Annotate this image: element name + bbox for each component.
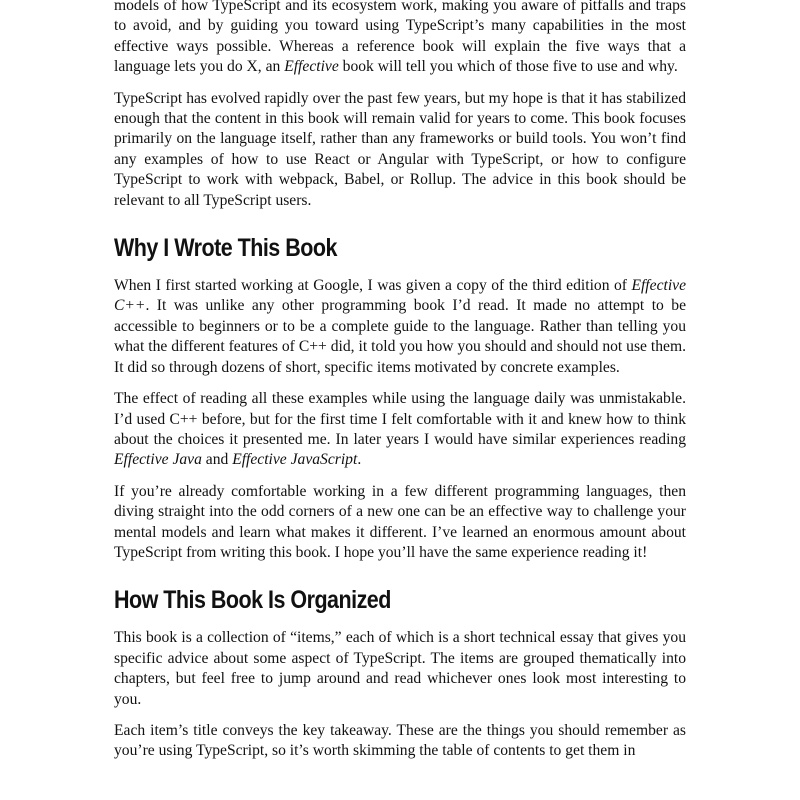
italic-text-segment: Effective Java — [114, 451, 202, 469]
text-segment: This book is a collection of “items,” each of which is a short technical essay that gives you specific advice about some aspect of TypeScript. The items are grouped thematically into chapters, but feel free to jump around and read whichever ones look most interesting to you. — [114, 629, 686, 708]
paragraph-item-title — [114, 721, 686, 762]
book-page — [114, 0, 686, 773]
text-segment: . — [357, 451, 362, 469]
text-segment: When I first started working at Google, I was given a copy of the third edition of — [114, 277, 632, 295]
paragraph-effect-of-reading — [114, 389, 686, 471]
paragraph-effective-intro — [114, 0, 686, 78]
text-segment: Each item’s title conveys the key takeaway. These are the things you should remember as you’re using TypeScript, so it’s worth skimming the table of contents to get them in — [114, 721, 686, 760]
text-segment: . It was unlike any other programming book I’d read. It made no attempt to be accessible to beginners or to be a complete guide to the language. Rather than telling you what the different features of C++ did, it told you how you should and should not use them. It did so through dozens of short, specific items motivated by concrete examples. — [114, 297, 686, 376]
italic-text-segment: Effective — [284, 58, 339, 76]
paragraph-google-effective-cpp — [114, 276, 686, 378]
text-segment: The effect of reading all these examples while using the language daily was unmistakable. I’d used C++ before, but for the first time I felt comfortable with it and knew how to think about the choices it presented me. In later years I would have similar experiences reading — [114, 390, 686, 448]
paragraph-already-comfortable — [114, 482, 686, 564]
text-segment: models of how TypeScript and its ecosystem work, making you aware of pitfalls and traps to avoid, and by guiding you toward using TypeScript’s many capabilities in the most effective ways possible. Whereas a reference book will explain the five ways that a language lets you do X, an — [114, 0, 686, 76]
paragraph-typescript-evolved — [114, 89, 686, 211]
text-segment: TypeScript has evolved rapidly over the past few years, but my hope is that it has stabilized enough that the content in this book will remain valid for years to come. This book focuses primarily on the language itself, rather than any frameworks or build tools. You won’t find any examples of how to use React or Angular with TypeScript, or how to configure TypeScript to work with webpack, Babel, or Rollup. The advice in this book should be relevant to all TypeScript users. — [114, 89, 686, 209]
paragraph-collection-of-items — [114, 628, 686, 710]
section-heading-how-organized: How This Book Is Organized — [114, 586, 391, 615]
text-segment: and — [201, 451, 233, 469]
italic-text-segment: Effective C++ — [114, 277, 686, 315]
section-heading-why-i-wrote: Why I Wrote This Book — [114, 234, 337, 263]
text-segment: book will tell you which of those five to use and why. — [338, 58, 678, 76]
text-segment: If you’re already comfortable working in a few different programming languages, then diving straight into the odd corners of a new one can be an effective way to challenge your mental models and learn what makes it different. I’ve learned an enormous amount about TypeScript from writing this book. I hope you’ll have the same experience reading it! — [114, 482, 686, 561]
italic-text-segment: Effective JavaScript — [232, 451, 358, 469]
